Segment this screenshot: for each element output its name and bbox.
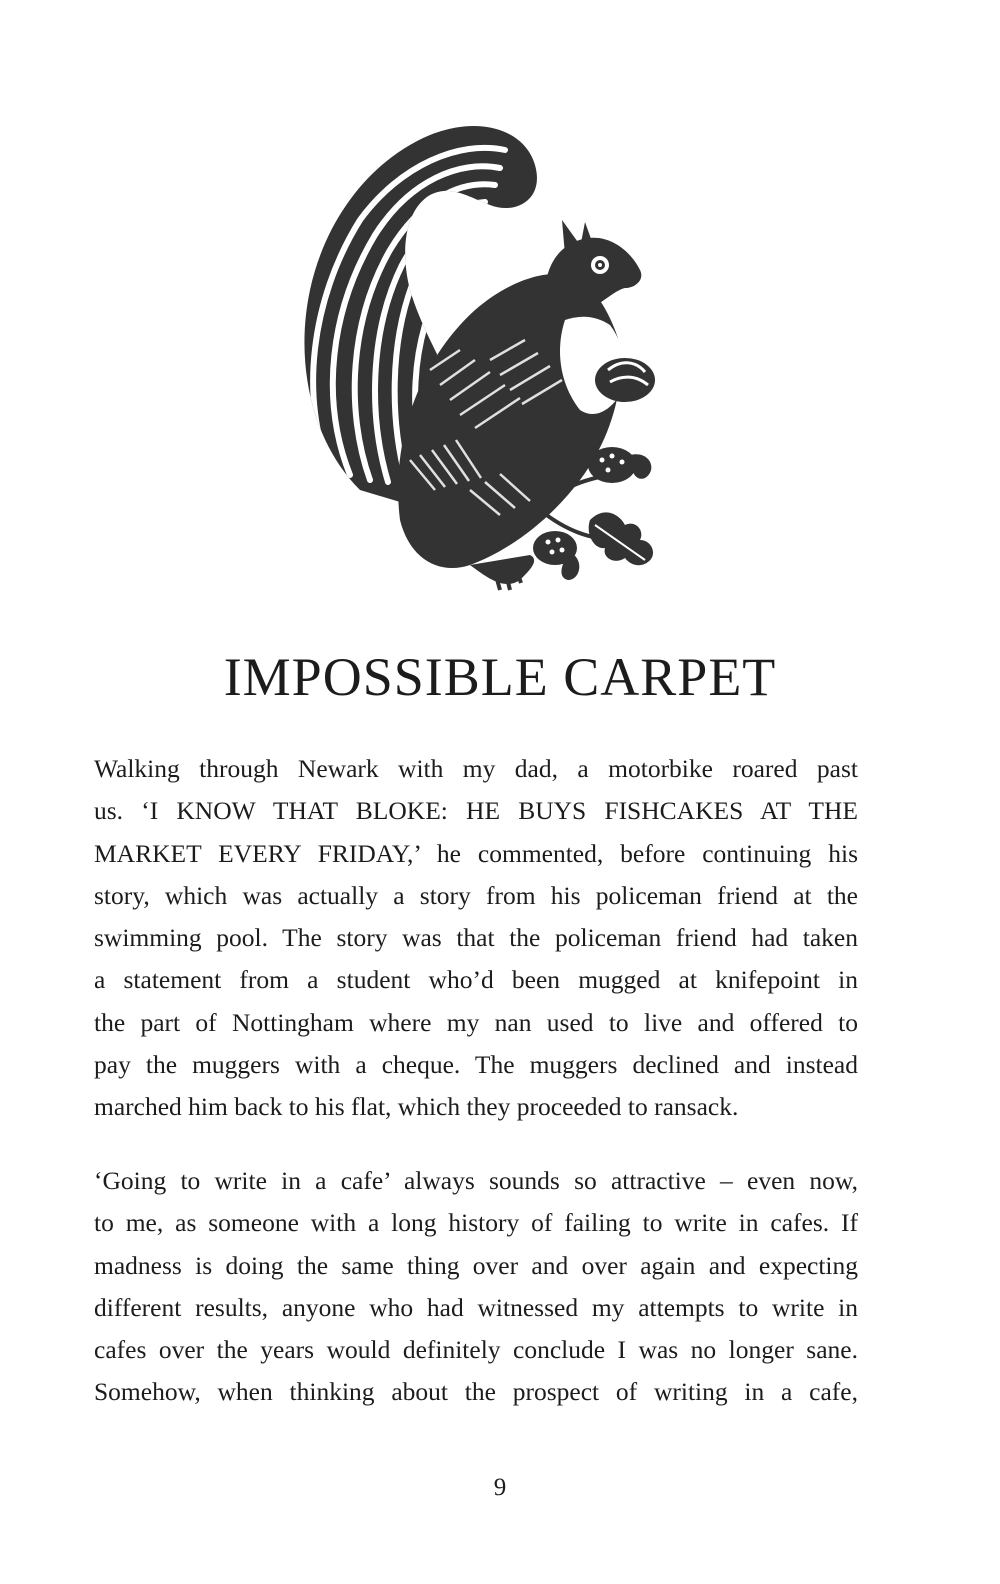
text-line: a statement from a student who’d been mugged at knifepoint in xyxy=(94,965,858,995)
text-line: Walking through Newark with my dad, a motorbike roared past xyxy=(94,754,858,783)
text-line: pay the muggers with a cheque. The muggers declined and instead xyxy=(94,1050,858,1080)
text-line: madness is doing the same thing over and over again and expecting xyxy=(94,1250,858,1280)
text-line: different results, anyone who had witnessed my attempts to write in xyxy=(94,1292,858,1322)
text-line: the part of Nottingham where my nan used to live and offered to xyxy=(94,1007,858,1037)
text-line: story, which was actually a story from his policeman friend at the xyxy=(94,880,858,910)
text-line: us. ‘I KNOW THAT BLOKE: HE BUYS FISHCAKES AT THE xyxy=(94,796,858,826)
text-line: swimming pool. The story was that the policeman friend had taken xyxy=(94,923,858,953)
body-paragraph xyxy=(94,748,858,1129)
text-line: marched him back to his flat, which they proceeded to ransack. xyxy=(94,1092,739,1122)
text-line: Somehow, when thinking about the prospect of writing in a cafe, xyxy=(94,1377,858,1407)
chapter-title: IMPOSSIBLE CARPET xyxy=(223,647,777,707)
squirrel-woodcut-icon xyxy=(290,110,670,600)
text-line: ‘Going to write in a cafe’ always sounds so attractive – even now, xyxy=(94,1166,858,1195)
text-line: cafes over the years would definitely conclude I was no longer sane. xyxy=(94,1335,858,1365)
text-line: MARKET EVERY FRIDAY,’ he commented, before continuing his xyxy=(94,838,858,868)
page-number: 9 xyxy=(493,1474,507,1501)
body-paragraph xyxy=(94,1160,858,1414)
text-line: to me, as someone with a long history of failing to write in cafes. If xyxy=(94,1208,858,1238)
